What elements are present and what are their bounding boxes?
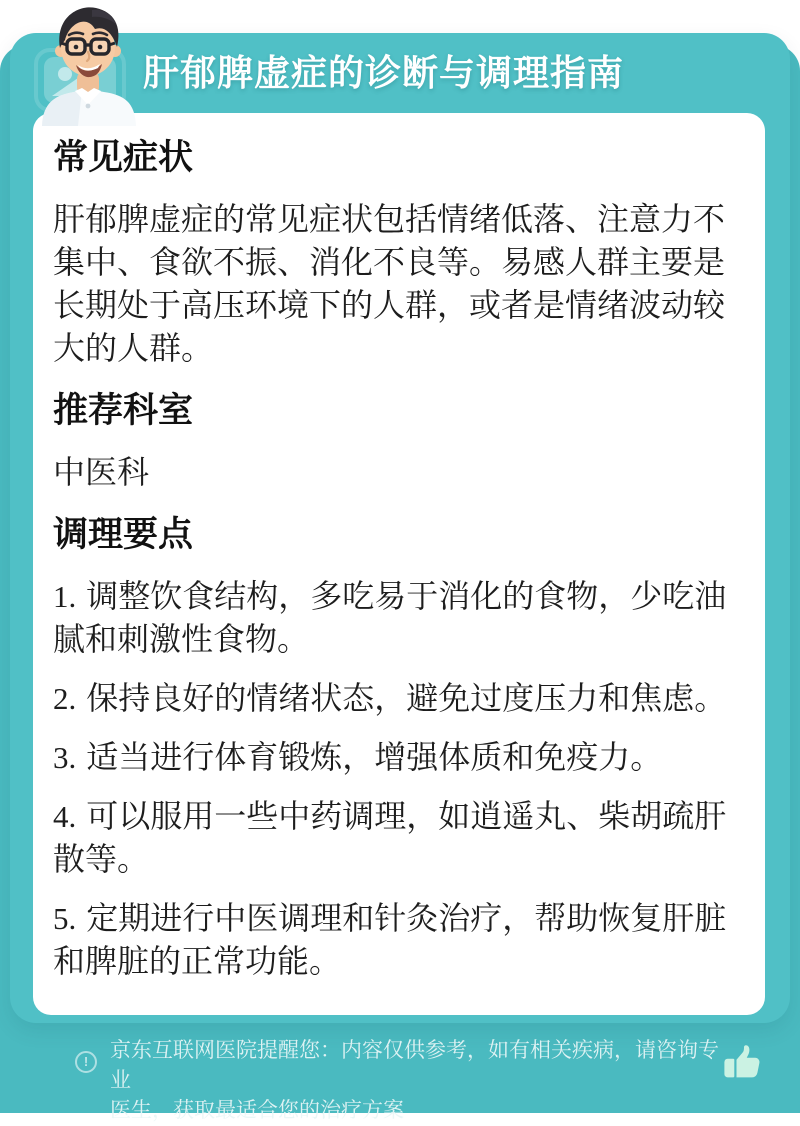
list-item: 4. 可以服用一些中药调理，如逍遥丸、柴胡疏肝 散等。 [53, 798, 727, 877]
content-panel [33, 113, 765, 1015]
department-value: 中医科 [53, 454, 150, 490]
list-number: 3. [53, 740, 77, 775]
list-number: 1. [53, 579, 77, 614]
list-number: 4. [53, 799, 77, 834]
list-item: 3. 适当进行体育锻炼，增强体质和免疫力。 [53, 739, 663, 775]
page-title: 肝郁脾虚症的诊断与调理指南 [143, 52, 625, 93]
disclaimer-text: 京东互联网医院提醒您：内容仅供参考，如有相关疾病，请咨询专业 医生，获取最适合您的治疗方案 [110, 1039, 719, 1122]
list-number: 2. [53, 681, 77, 716]
list-item: 5. 定期进行中医调理和针灸治疗，帮助恢复肝脏 和脾脏的正常功能。 [53, 900, 727, 979]
list-item: 2. 保持良好的情绪状态，避免过度压力和焦虑。 [53, 680, 727, 716]
list-number: 5. [53, 901, 77, 936]
symptoms-paragraph: 肝郁脾虚症的常见症状包括情绪低落、注意力不 集中、食欲不振、消化不良等。易感人群主要是 长期处于高压环境下的人群，或者是情绪波动较 大的人群。 [53, 201, 726, 366]
section-heading-tips: 调理要点 [53, 515, 194, 554]
section-heading-symptoms: 常见症状 [53, 138, 194, 177]
list-item: 1. 调整饮食结构，多吃易于消化的食物，少吃油 腻和刺激性食物。 [53, 578, 727, 657]
thumbs-up-icon[interactable] [720, 1040, 764, 1089]
section-heading-department: 推荐科室 [53, 391, 194, 430]
doctor-avatar [22, 2, 152, 126]
info-icon: ! [75, 1051, 97, 1073]
